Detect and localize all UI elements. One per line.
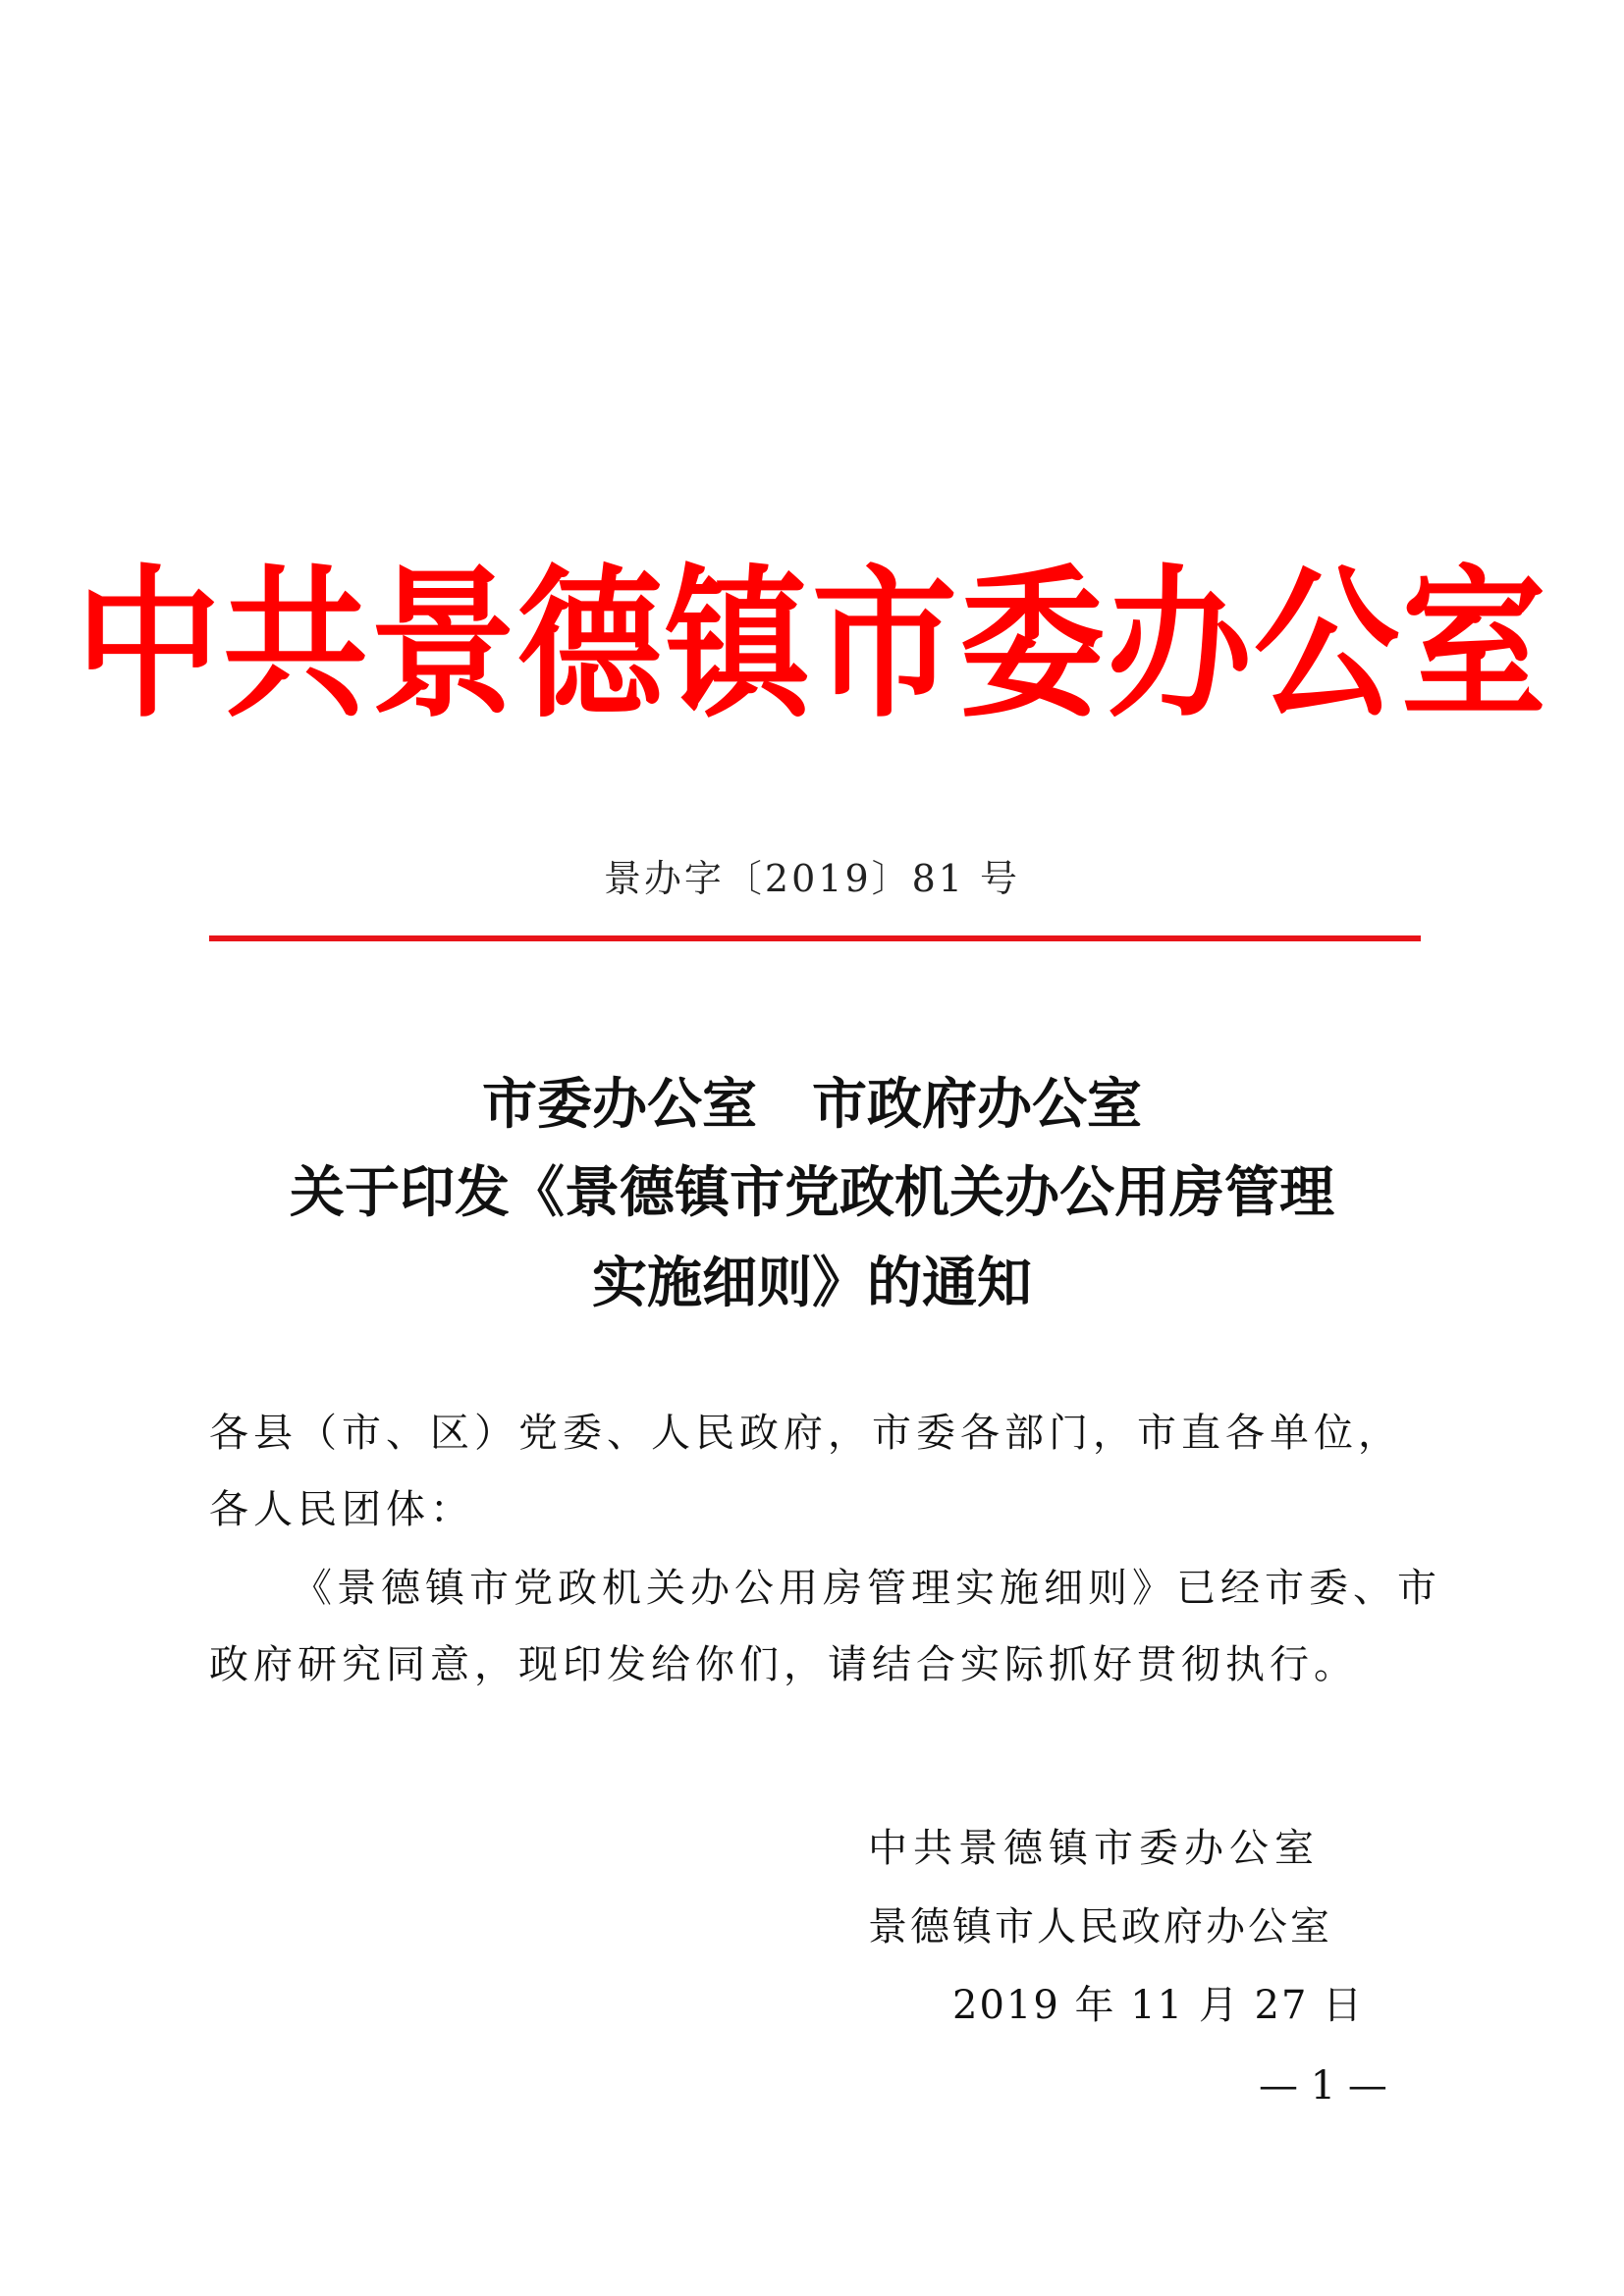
- page-number: — 1 —: [1259, 2063, 1387, 2109]
- body-paragraph-line-1: 《景德镇市党政机关办公用房管理实施细则》已经市委、市: [293, 1566, 1441, 1611]
- body-paragraph-line-2: 政府研究同意，现印发给你们，请结合实际抓好贯彻执行。: [209, 1642, 1358, 1687]
- masthead-org-name: 中共景德镇市委办公室: [76, 550, 1548, 740]
- document-number: 景办字〔2019〕81 号: [603, 857, 1021, 900]
- issuer-party-office: 中共景德镇市委办公室: [868, 1826, 1320, 1871]
- recipients-line-1: 各县（市、区）党委、人民政府，市委各部门，市直各单位，: [209, 1411, 1402, 1456]
- document-title-line-1: 市委办公室 市政府办公室: [482, 1072, 1142, 1137]
- issue-date: 2019 年 11 月 27 日: [952, 1983, 1365, 2028]
- red-divider-rule: [209, 935, 1421, 941]
- document-title-line-3: 实施细则》的通知: [592, 1251, 1032, 1315]
- document-title-line-2: 关于印发《景德镇市党政机关办公用房管理: [290, 1160, 1334, 1225]
- recipients-line-2: 各人民团体：: [209, 1487, 474, 1532]
- issuer-government-office: 景德镇市人民政府办公室: [868, 1904, 1332, 1949]
